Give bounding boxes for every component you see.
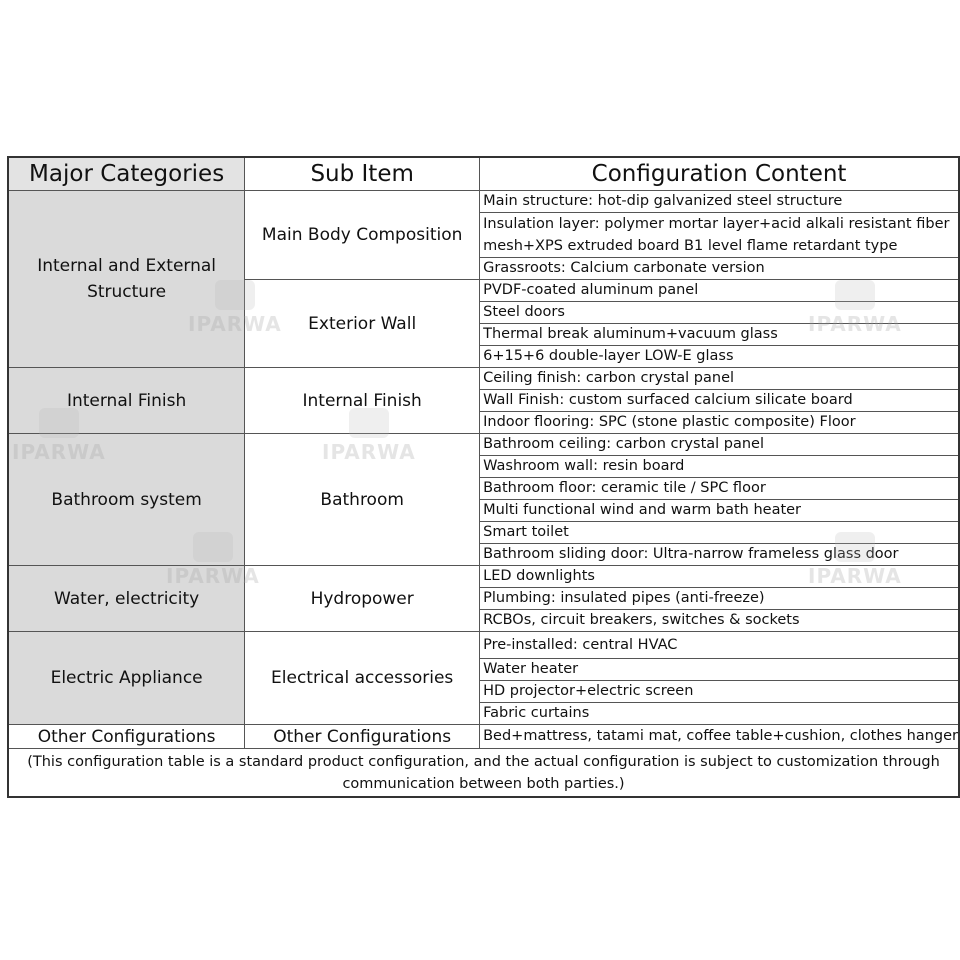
content-item: RCBOs, circuit breakers, switches & sockets: [480, 610, 959, 632]
content-item: Steel doors: [480, 302, 959, 324]
subitem-exterior-wall: Exterior Wall: [245, 280, 480, 368]
watermark: IPARWA: [166, 532, 260, 588]
table-row: [8, 632, 959, 659]
category-bathroom-system: Bathroom system: [8, 434, 245, 566]
configuration-table: [7, 156, 960, 798]
table-row: [8, 566, 959, 588]
table-row: [8, 191, 959, 213]
table-header-row: [8, 157, 959, 191]
content-item: Smart toilet: [480, 522, 959, 544]
content-item: Plumbing: insulated pipes (anti-freeze): [480, 588, 959, 610]
content-item: Bathroom sliding door: Ultra-narrow frameless glass door: [480, 544, 959, 566]
content-item: Bathroom ceiling: carbon crystal panel: [480, 434, 959, 456]
content-item: HD projector+electric screen: [480, 681, 959, 703]
table-footnote-row: [8, 749, 959, 798]
content-item: Bed+mattress, tatami mat, coffee table+cushion, clothes hanger: [480, 725, 959, 749]
content-item: Multi functional wind and warm bath heater: [480, 500, 959, 522]
category-internal-external-structure: Internal and External Structure: [8, 191, 245, 368]
content-item: Grassroots: Calcium carbonate version: [480, 258, 959, 280]
header-configuration-content: Configuration Content: [480, 157, 959, 191]
watermark: IPARWA: [12, 408, 106, 464]
category-other-configurations: Other Configurations: [8, 725, 245, 749]
content-item: Wall Finish: custom surfaced calcium silicate board: [480, 390, 959, 412]
table-row: [8, 725, 959, 749]
content-item: Indoor flooring: SPC (stone plastic composite) Floor: [480, 412, 959, 434]
content-item: Pre-installed: central HVAC: [480, 632, 959, 659]
subitem-internal-finish: Internal Finish: [245, 368, 480, 434]
content-item: Washroom wall: resin board: [480, 456, 959, 478]
watermark: IPARWA: [188, 280, 282, 336]
subitem-hydropower: Hydropower: [245, 566, 480, 632]
subitem-other-configurations: Other Configurations: [245, 725, 480, 749]
header-major-categories: Major Categories: [8, 157, 245, 191]
table-row: [8, 434, 959, 456]
subitem-electrical-accessories: Electrical accessories: [245, 632, 480, 725]
watermark: IPARWA: [808, 532, 902, 588]
content-item: Bathroom floor: ceramic tile / SPC floor: [480, 478, 959, 500]
content-item: Thermal break aluminum+vacuum glass: [480, 324, 959, 346]
category-electric-appliance: Electric Appliance: [8, 632, 245, 725]
content-item: Fabric curtains: [480, 703, 959, 725]
watermark: IPARWA: [322, 408, 416, 464]
table-row: [8, 368, 959, 390]
content-item: Water heater: [480, 659, 959, 681]
subitem-bathroom: Bathroom: [245, 434, 480, 566]
content-item: LED downlights: [480, 566, 959, 588]
content-item: Ceiling finish: carbon crystal panel: [480, 368, 959, 390]
content-item: Insulation layer: polymer mortar layer+acid alkali resistant fiber mesh+XPS extruded board B1 level flame retardant type: [480, 213, 959, 258]
content-item: PVDF-coated aluminum panel: [480, 280, 959, 302]
table-footnote: (This configuration table is a standard product configuration, and the actual configuration is subject to customization through communication between both parties.): [8, 749, 959, 798]
header-sub-item: Sub Item: [245, 157, 480, 191]
category-water-electricity: Water, electricity: [8, 566, 245, 632]
watermark: IPARWA: [808, 280, 902, 336]
category-internal-finish: Internal Finish: [8, 368, 245, 434]
content-item: Main structure: hot-dip galvanized steel structure: [480, 191, 959, 213]
subitem-main-body-composition: Main Body Composition: [245, 191, 480, 280]
content-item: 6+15+6 double-layer LOW-E glass: [480, 346, 959, 368]
